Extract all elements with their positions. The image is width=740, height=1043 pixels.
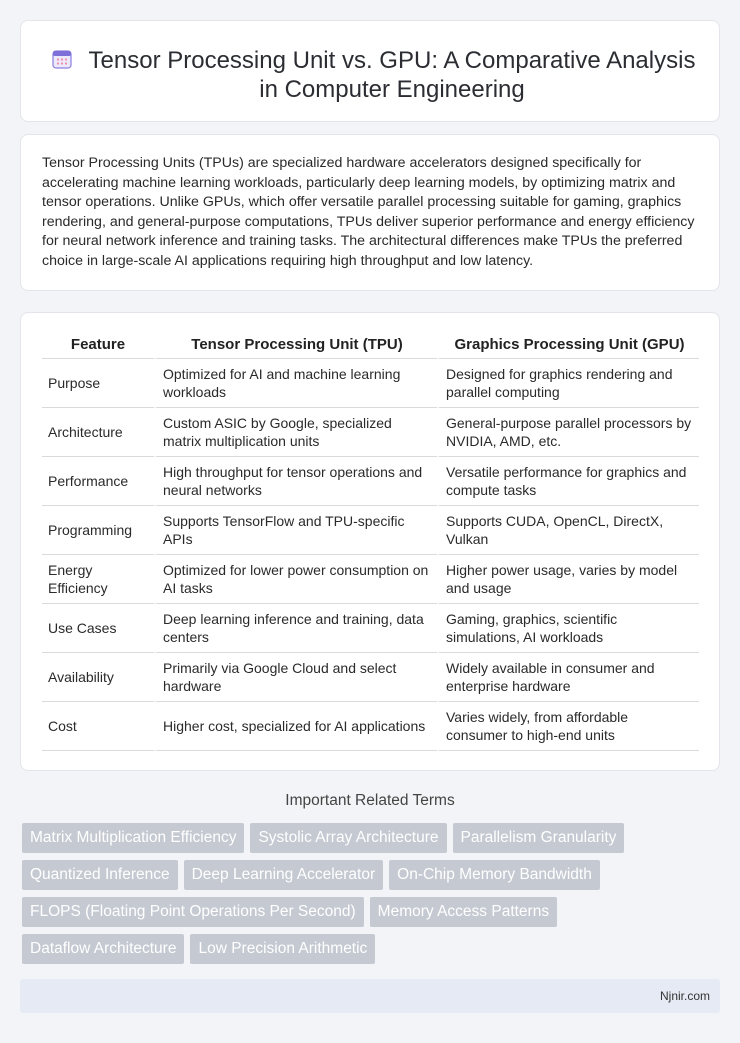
gpu-cell: Widely available in consumer and enterprise hardware: [437, 653, 699, 702]
related-term-tag[interactable]: On-Chip Memory Bandwidth: [389, 860, 600, 890]
gpu-cell: Supports CUDA, OpenCL, DirectX, Vulkan: [437, 506, 699, 555]
tpu-cell: Higher cost, specialized for AI applications: [154, 702, 437, 751]
related-term-tag[interactable]: Parallelism Granularity: [453, 823, 625, 853]
table-row: [42, 555, 699, 604]
comparison-table: [42, 332, 699, 751]
gpu-cell: Gaming, graphics, scientific simulations, AI workloads: [437, 604, 699, 653]
table-row: [42, 359, 699, 408]
page-title: Tensor Processing Unit vs. GPU: A Comparative Analysis in Computer Engineering: [88, 47, 696, 103]
footer-site-link[interactable]: Njnir.com: [659, 989, 710, 1003]
related-term-tag[interactable]: Low Precision Arithmetic: [190, 934, 375, 964]
title-card: [20, 20, 720, 122]
related-term-tag[interactable]: Deep Learning Accelerator: [184, 860, 384, 890]
related-terms-list: [22, 823, 662, 964]
feature-cell: Cost: [42, 702, 154, 751]
column-header-feature: Feature: [42, 332, 154, 359]
tpu-cell: Optimized for AI and machine learning workloads: [154, 359, 437, 408]
tpu-cell: Deep learning inference and training, data centers: [154, 604, 437, 653]
gpu-cell: Versatile performance for graphics and compute tasks: [437, 457, 699, 506]
feature-cell: Programming: [42, 506, 154, 555]
footer: [20, 979, 720, 1013]
table-row: [42, 457, 699, 506]
intro-paragraph: Tensor Processing Units (TPUs) are specialized hardware accelerators designed specifically for accelerating machine learning workloads, particularly deep learning models, by optimizing matrix and tensor operations. Unlike GPUs, which offer versatile parallel processing suitable for gaming, graphics rendering, and general-purpose computations, TPUs deliver superior performance and energy efficiency for neural network inference and training tasks. The architectural differences make TPUs the preferred choice in large-scale AI applications requiring high throughput and low latency.: [42, 155, 695, 269]
table-row: [42, 702, 699, 751]
gpu-cell: Higher power usage, varies by model and usage: [437, 555, 699, 604]
related-term-tag[interactable]: Memory Access Patterns: [370, 897, 557, 927]
intro-card: [20, 134, 720, 291]
table-row: [42, 604, 699, 653]
related-term-tag[interactable]: Quantized Inference: [22, 860, 178, 890]
feature-cell: Availability: [42, 653, 154, 702]
table-row: [42, 653, 699, 702]
tpu-cell: Custom ASIC by Google, specialized matrix multiplication units: [154, 408, 437, 457]
related-term-tag[interactable]: Systolic Array Architecture: [250, 823, 446, 853]
feature-cell: Purpose: [42, 359, 154, 408]
tpu-cell: High throughput for tensor operations and neural networks: [154, 457, 437, 506]
feature-cell: Use Cases: [42, 604, 154, 653]
feature-cell: Performance: [42, 457, 154, 506]
related-term-tag[interactable]: Dataflow Architecture: [22, 934, 184, 964]
tpu-cell: Supports TensorFlow and TPU-specific APIs: [154, 506, 437, 555]
related-terms-title: Important Related Terms: [285, 792, 455, 809]
gpu-cell: Designed for graphics rendering and parallel computing: [437, 359, 699, 408]
calendar-icon: [51, 48, 73, 70]
comparison-table-card: [20, 312, 720, 771]
column-header-gpu: Graphics Processing Unit (GPU): [437, 332, 699, 359]
gpu-cell: Varies widely, from affordable consumer to high-end units: [437, 702, 699, 751]
related-term-tag[interactable]: FLOPS (Floating Point Operations Per Second): [22, 897, 364, 927]
table-header-row: [42, 332, 699, 359]
table-row: [42, 408, 699, 457]
tpu-cell: Primarily via Google Cloud and select hardware: [154, 653, 437, 702]
related-term-tag[interactable]: Matrix Multiplication Efficiency: [22, 823, 244, 853]
feature-cell: Architecture: [42, 408, 154, 457]
table-row: [42, 506, 699, 555]
column-header-tpu: Tensor Processing Unit (TPU): [154, 332, 437, 359]
gpu-cell: General-purpose parallel processors by NVIDIA, AMD, etc.: [437, 408, 699, 457]
feature-cell: Energy Efficiency: [42, 555, 154, 604]
tpu-cell: Optimized for lower power consumption on AI tasks: [154, 555, 437, 604]
